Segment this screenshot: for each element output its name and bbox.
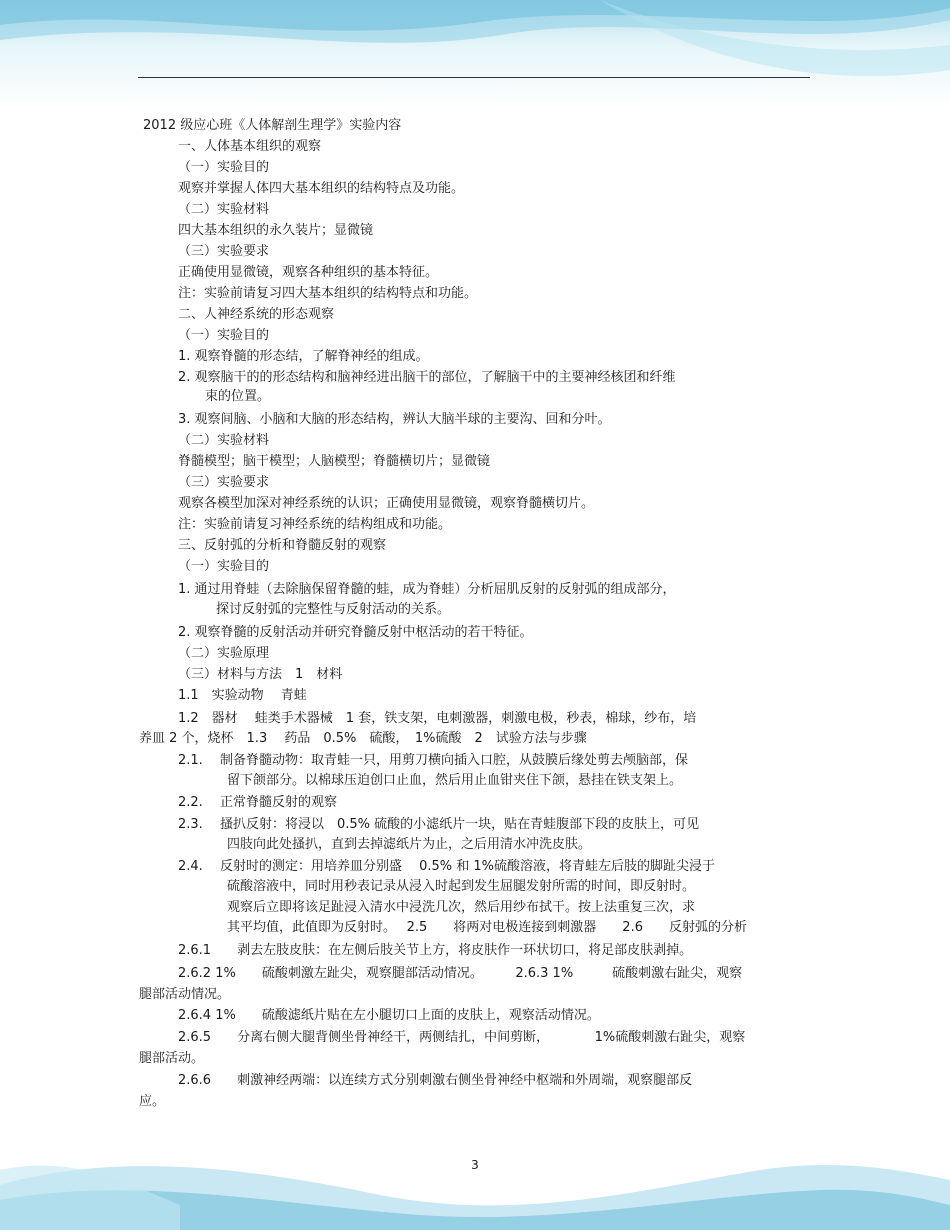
text-line: （二）实验原理	[178, 646, 270, 661]
text-line: 腿部活动。	[139, 1051, 205, 1066]
text-line: 观察后立即将该足趾浸入清水中浸洗几次，然后用纱布拭干。按上法重复三次，求	[227, 900, 696, 915]
text-line: 2.6.2 1% 硫酸刺激左趾尖，观察腿部活动情况。 2.6.3 1% 硫酸刺激右趾尖，观察	[178, 966, 743, 981]
text-line: 观察各模型加深对神经系统的认识；正确使用显微镜，观察脊髓横切片。	[178, 496, 595, 511]
text-line: （三）实验要求	[178, 244, 270, 259]
text-line: 硫酸溶液中，同时用秒表记录从浸入时起到发生屈腿发射所需的时间，即反射时。	[227, 879, 696, 894]
text-line: 2.6.1 剥去左肢皮肤：在左侧后肢关节上方，将皮肤作一环状切口，将足部皮肤剥掉。	[178, 943, 693, 958]
text-line: 1. 观察脊髓的形态结，了解脊神经的组成。	[178, 349, 429, 364]
text-line: 留下颌部分。以棉球压迫创口止血，然后用止血钳夹住下颌，悬挂在铁支架上。	[227, 773, 683, 788]
text-line: 四大基本组织的永久装片；显微镜	[178, 223, 374, 238]
text-line: 观察并掌握人体四大基本组织的结构特点及功能。	[178, 181, 465, 196]
text-line: （三）实验要求	[178, 475, 270, 490]
text-line: 二、人神经系统的形态观察	[178, 307, 335, 322]
text-line: 1.2 器材 蛙类手术器械 1 套，铁支架，电刺激器，刺激电极，秒表，棉球，纱布，培	[178, 711, 697, 726]
text-line: 养皿 2 个，烧杯 1.3 药品 0.5% 硫酸， 1%硫酸 2 试验方法与步骤	[139, 731, 587, 746]
text-line: 2. 观察脑干的的形态结构和脑神经进出脑干的部位，了解脑干中的主要神经核团和纤维	[178, 370, 676, 385]
text-line: （二）实验材料	[178, 433, 270, 448]
bottom-wave-graphic	[0, 1110, 950, 1230]
text-line: 一、人体基本组织的观察	[178, 139, 322, 154]
text-line: （三）材料与方法 1 材料	[178, 667, 343, 682]
text-line: 束的位置。	[205, 389, 271, 404]
text-line: （一）实验目的	[178, 160, 270, 175]
text-line: 注：实验前请复习四大基本组织的结构特点和功能。	[178, 286, 478, 301]
text-line: 3. 观察间脑、小脑和大脑的形态结构，辨认大脑半球的主要沟、回和分叶。	[178, 412, 611, 427]
text-line: 脊髓模型；脑干模型；人脑模型；脊髓横切片；显微镜	[178, 454, 491, 469]
text-line: 注：实验前请复习神经系统的结构组成和功能。	[178, 517, 452, 532]
text-line: 1.1 实验动物 青蛙	[178, 688, 307, 703]
text-line: 正确使用显微镜，观察各种组织的基本特征。	[178, 265, 439, 280]
text-line: 1. 通过用脊蛙（去除脑保留脊髓的蛙，成为脊蛙）分析屈肌反射的反射弧的组成部分，	[178, 582, 676, 597]
text-line: 腿部活动情况。	[139, 987, 231, 1002]
text-line: 2.6.5 分离右侧大腿背侧坐骨神经干，两侧结扎，中间剪断， 1%硫酸刺激右趾尖，观察	[178, 1030, 746, 1045]
text-line: （一）实验目的	[178, 559, 270, 574]
text-line: 2. 观察脊髓的反射活动并研究脊髓反射中枢活动的若干特征。	[178, 625, 533, 640]
text-line: 2.2. 正常脊髓反射的观察	[178, 795, 337, 810]
text-line: （一）实验目的	[178, 328, 270, 343]
text-line: 三、反射弧的分析和脊髓反射的观察	[178, 538, 387, 553]
text-line: 应。	[139, 1094, 166, 1109]
document-title: 2012 级应心班《人体解剖生理学》实验内容	[143, 118, 402, 133]
text-line: 探讨反射弧的完整性与反射活动的关系。	[216, 602, 451, 617]
text-line: 2.6.6 刺激神经两端：以连续方式分别刺激右侧坐骨神经中枢端和外周端，观察腿部反	[178, 1073, 693, 1088]
page-number: 3	[471, 1158, 479, 1172]
text-line: 2.3. 搔扒反射：将浸以 0.5% 硫酸的小滤纸片一块，贴在青蛙腹部下段的皮肤上，可见	[178, 817, 700, 832]
text-line: 其平均值，此值即为反射时。 2.5 将两对电极连接到刺激器 2.6 反射弧的分析	[227, 920, 747, 935]
text-line: 2.6.4 1% 硫酸滤纸片贴在左小腿切口上面的皮肤上，观察活动情况。	[178, 1008, 600, 1023]
text-line: （二）实验材料	[178, 202, 270, 217]
text-line: 2.1. 制备脊髓动物：取青蛙一只，用剪刀横向插入口腔，从鼓膜后缘处剪去颅脑部，保	[178, 753, 688, 768]
text-line: 2.4. 反射时的测定：用培养皿分别盛 0.5% 和 1%硫酸溶液，将青蛙左后肢的脚趾尖浸于	[178, 859, 715, 874]
text-line: 四肢向此处搔扒，直到去掉滤纸片为止，之后用清水冲洗皮肤。	[227, 837, 592, 852]
